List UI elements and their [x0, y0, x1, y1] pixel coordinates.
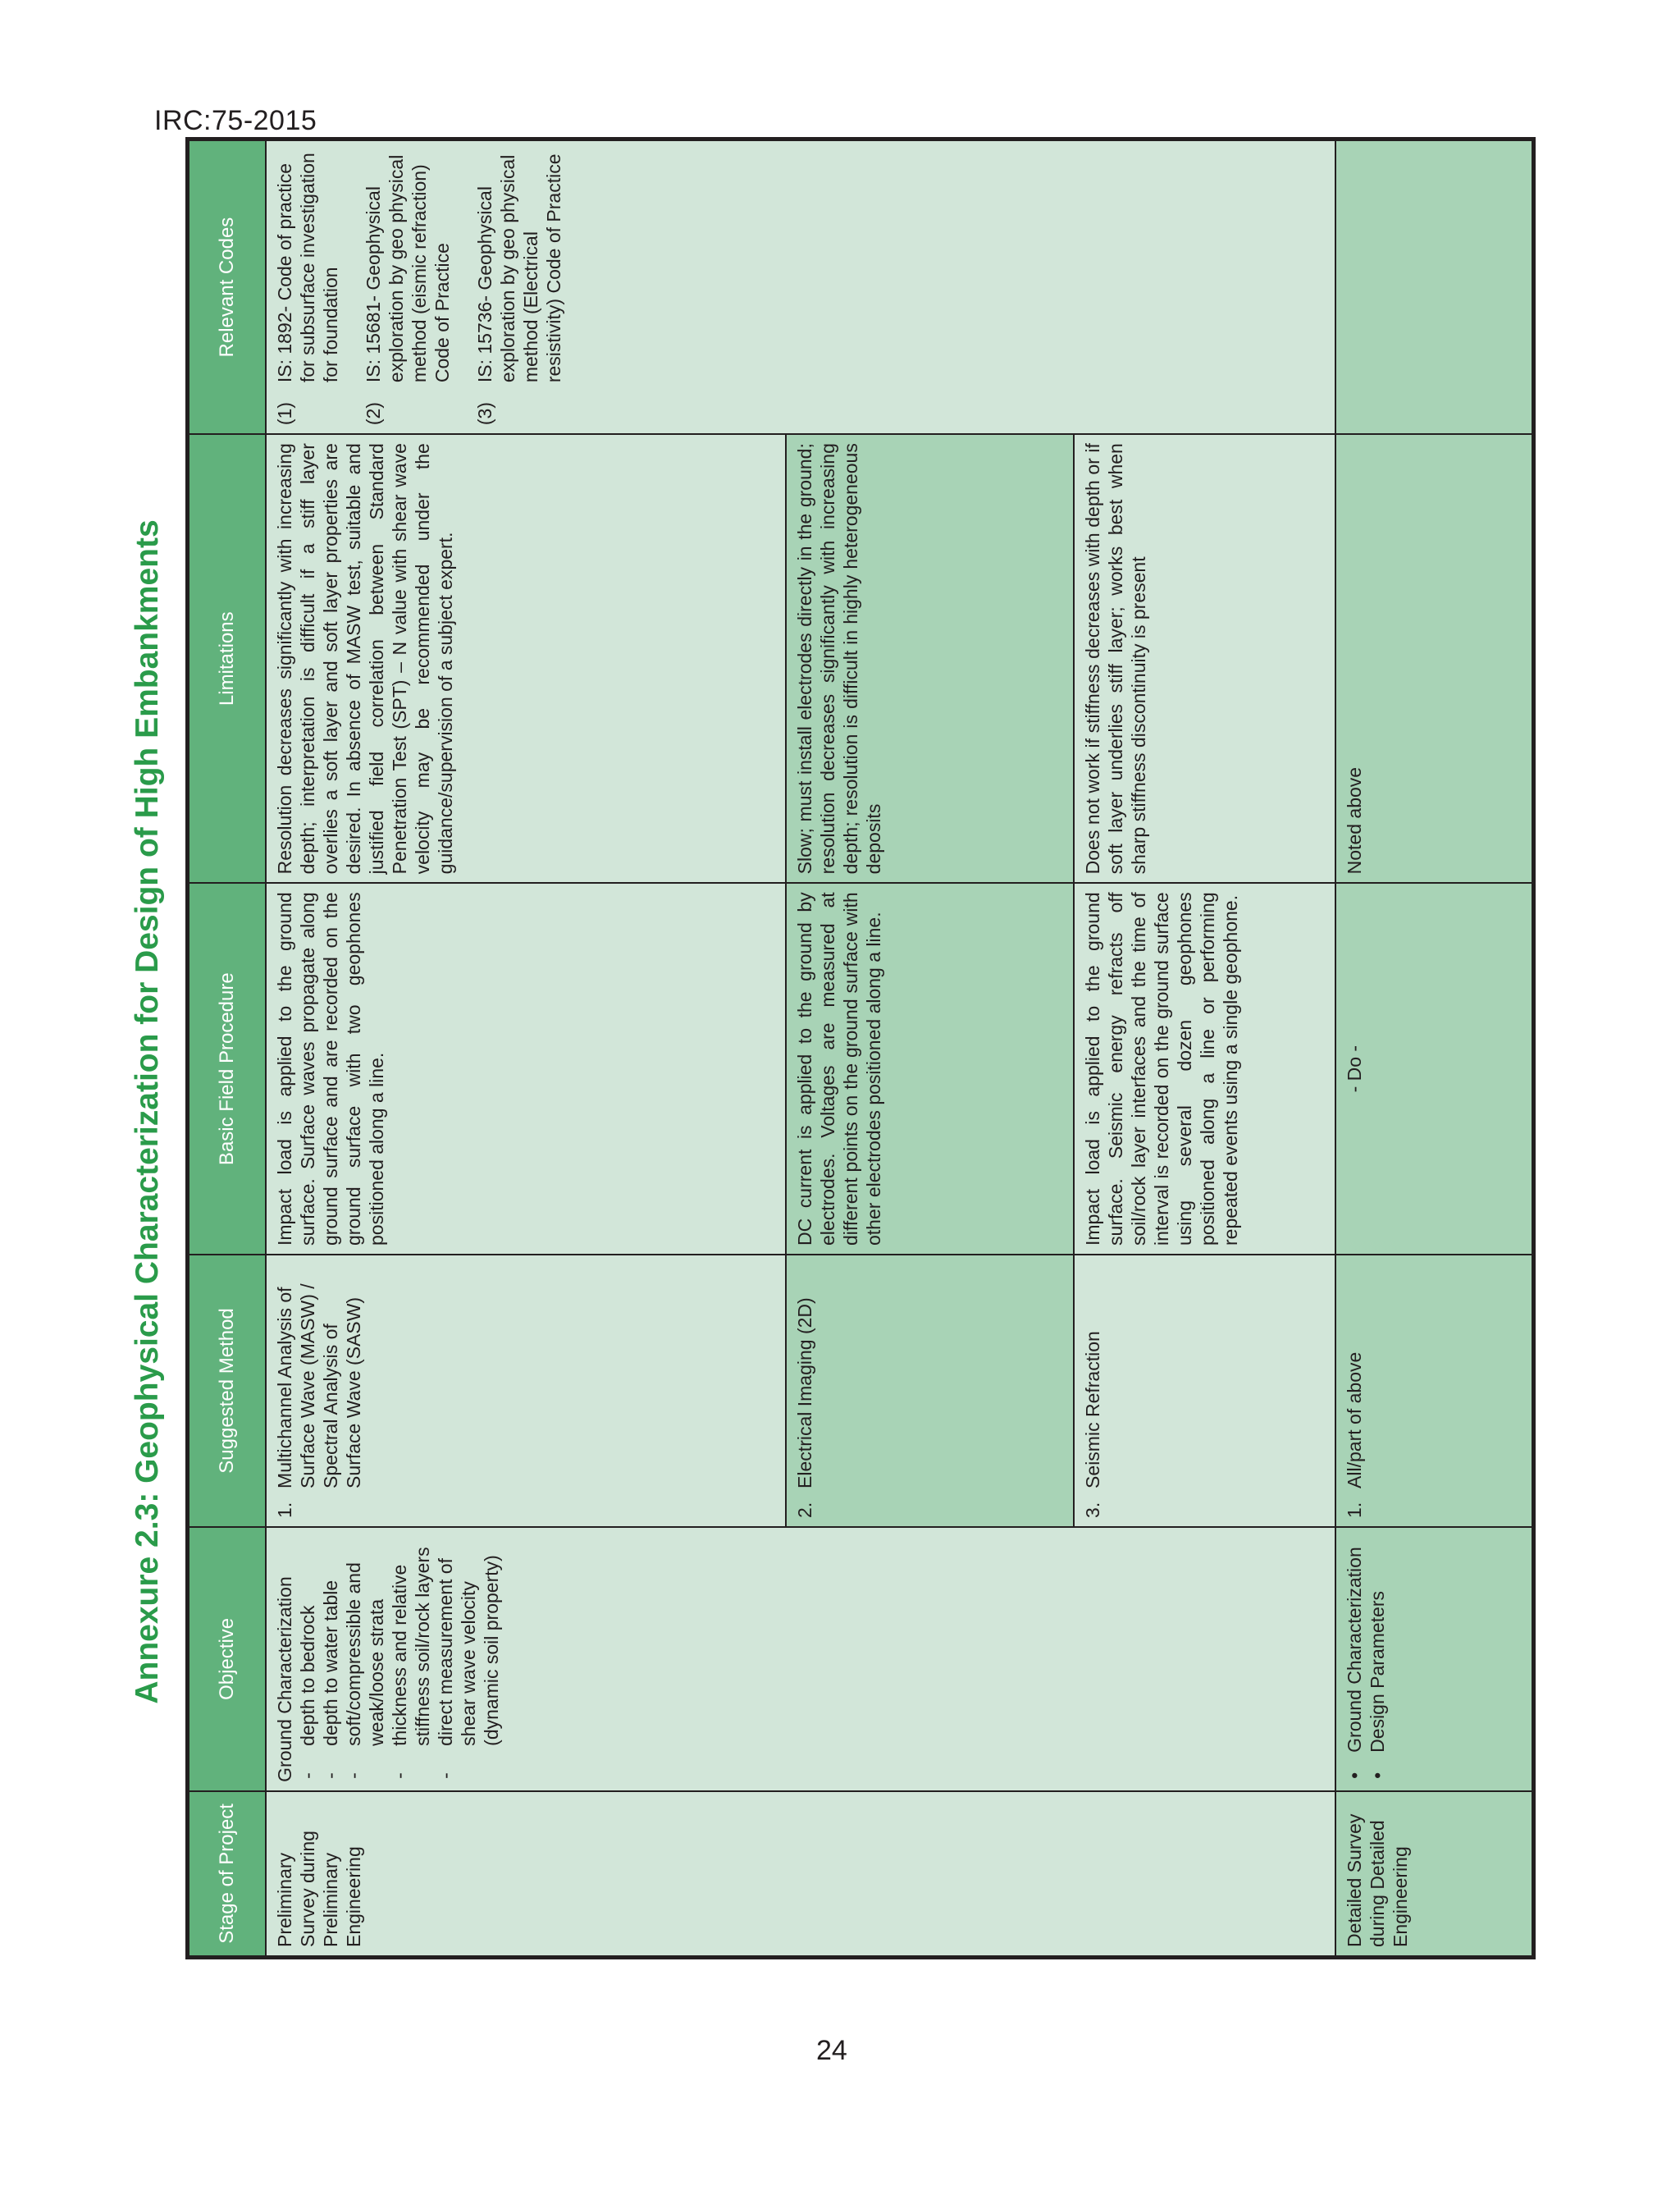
page-number: 24: [816, 2035, 847, 2066]
header-limitations: Limitations: [189, 434, 266, 883]
rotated-landscape-page: [115, 135, 1542, 2019]
table-row: [1335, 140, 1532, 1956]
list-item: - direct measurement of shear wave velocity (dynamic soil property): [435, 1555, 503, 1779]
characterization-table: [185, 137, 1536, 1959]
header-method: Suggested Method: [189, 1255, 266, 1527]
table-row: [266, 140, 786, 1956]
limitations-cell: Does not work if stiffness decreases with depth or if soft layer underlies stiff layer; works best when sharp stiffness discontinuity is present: [1074, 434, 1335, 883]
limitations-cell: Resolution decreases significantly with increasing depth; interpretation is difficult if a stiff layer overlies a soft layer and soft layer properties are desired. In absence of MASW test, suitable and justified field correlation between Standard Penetration Test (SPT) – N value with shear wave velocity may be recommended under the guidance/supervision of a subject expert.: [266, 434, 786, 883]
header-objective: Objective: [189, 1527, 266, 1791]
code-item: (3) IS: 15736- Geophysical exploration by geo physical method (Electrical resistivity) Code of Practice: [474, 153, 565, 426]
method-cell: 1. Multichannel Analysis of Surface Wave (MASW) / Spectral Analysis of Surface Wave (SASW): [266, 1255, 786, 1527]
limitations-cell: Slow; must install electrodes directly in the ground; resolution decreases significantly with increasing depth; resolution is difficult in highly heterogeneous deposits: [786, 434, 1074, 883]
code-item: (1) IS: 1892- Code of practice for subsurface investigation for foundation: [274, 153, 342, 426]
procedure-cell: - Do -: [1335, 883, 1532, 1255]
document-code: IRC:75-2015: [154, 105, 317, 136]
stage-cell-detailed: [1335, 1791, 1532, 1956]
annexure-title: Annexure 2.3: Geophysical Characterization for Design of High Embankments: [130, 519, 165, 1704]
method-cell: 3. Seismic Refraction: [1074, 1255, 1335, 1527]
procedure-cell: DC current is applied to the ground by electrodes. Voltages are measured at different points on the ground surface with other electrodes positioned along a line.: [786, 883, 1074, 1255]
code-item: (2) IS: 15681- Geophysical exploration by geo physical method (eismic refraction) Code of Practice: [363, 154, 454, 426]
table-header-row: [189, 140, 266, 1956]
list-item: - depth to bedrock: [297, 1605, 319, 1779]
stage-cell-preliminary: [266, 1791, 1335, 1956]
codes-cell-detailed: [1335, 140, 1532, 434]
header-codes: Relevant Codes: [189, 140, 266, 434]
method-cell: 1. All/part of above: [1335, 1255, 1532, 1527]
header-stage: Stage of Project: [189, 1791, 266, 1956]
header-procedure: Basic Field Procedure: [189, 883, 266, 1255]
list-item: • Ground Characterization: [1344, 1547, 1366, 1779]
objective-title: Ground Characterization: [274, 1576, 295, 1782]
codes-cell-preliminary: [266, 140, 1335, 434]
method-cell: 2. Electrical Imaging (2D): [786, 1255, 1074, 1527]
limitations-cell: Noted above: [1335, 434, 1532, 883]
objective-cell-preliminary: [266, 1527, 1335, 1791]
list-item: - soft/compressible and weak/loose strata: [343, 1562, 388, 1779]
stage-text: Preliminary Survey during Preliminary Engineering: [274, 1831, 365, 1947]
list-item: - depth to water table: [320, 1580, 342, 1779]
stage-text: Detailed Survey during Detailed Engineering: [1344, 1813, 1412, 1947]
objective-cell-detailed: [1335, 1527, 1532, 1791]
list-item: - thickness and relative stiffness soil/rock layers: [389, 1547, 434, 1779]
list-item: • Design Parameters: [1367, 1590, 1389, 1779]
procedure-cell: Impact load is applied to the ground surface. Seismic energy refracts off soil/rock layer interfaces and the time of interval is recorded on the ground surface using several dozen geophones positioned along a line or performing repeated events using a single geophone.: [1074, 883, 1335, 1255]
procedure-cell: Impact load is applied to the ground surface. Surface waves propagate along ground surface and are recorded on the ground surface with two geophones positioned along a line.: [266, 883, 786, 1255]
